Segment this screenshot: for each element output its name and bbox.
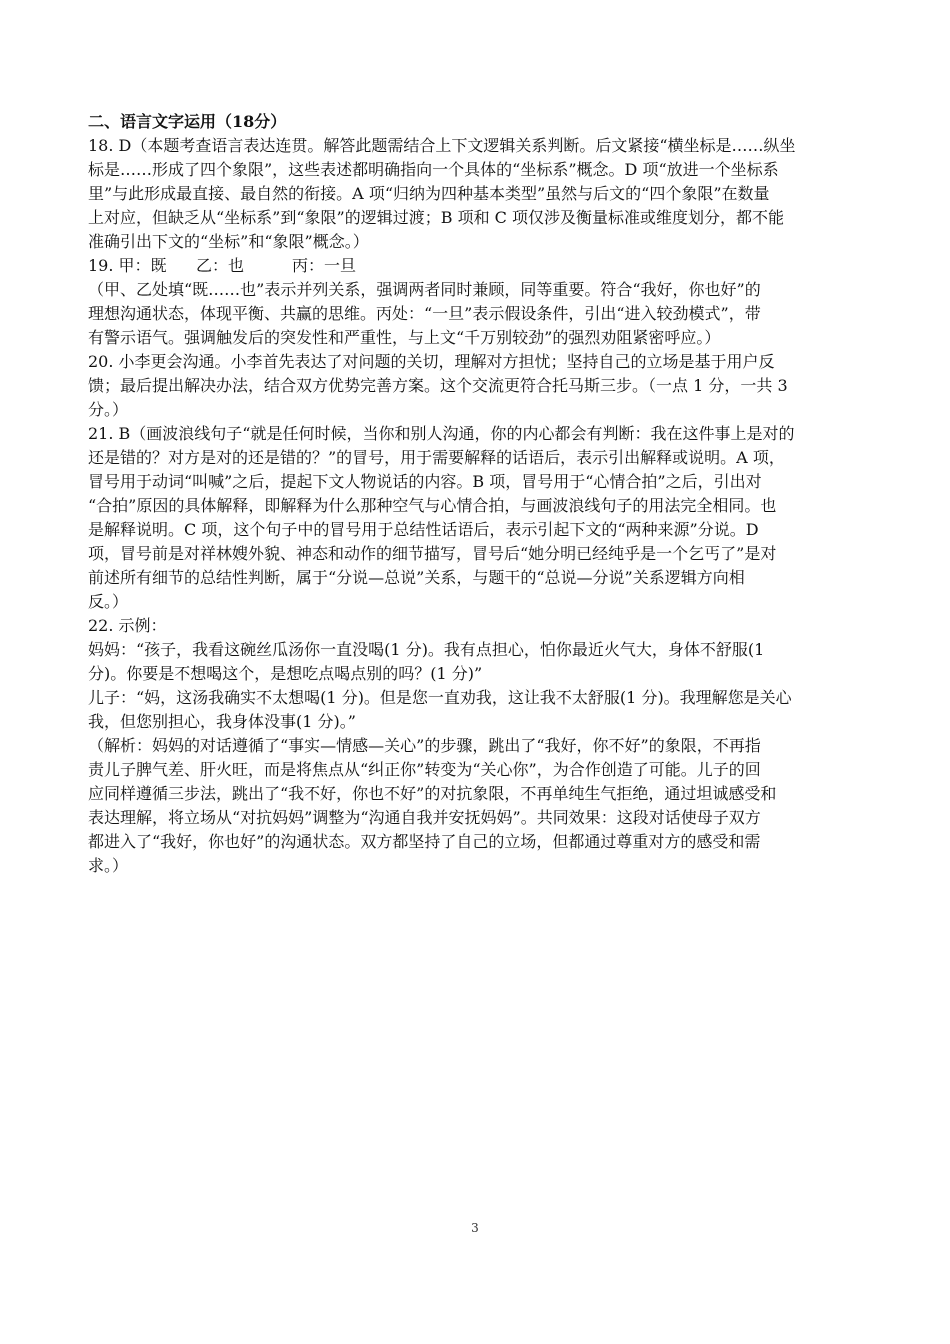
answer-line: 还是错的？对方是对的还是错的？”的冒号，用于需要解释的话语后，表示引出解释或说明。A 项，	[88, 448, 785, 467]
answer-line: 冒号用于动词“叫喊”之后，提起下文人物说话的内容。B 项，冒号用于“心情合拍”之后，引出对	[88, 472, 762, 491]
answer-line: 儿子：“妈，这汤我确实不太想喝(1 分)。但是您一直劝我，这让我不太舒服(1 分)。我理解您是关心	[88, 688, 792, 707]
answer-21	[88, 422, 868, 614]
answer-line: 是解释说明。C 项，这个句子中的冒号用于总结性话语后，表示引起下文的“两种来源”分说。D	[88, 520, 759, 539]
answer-22	[88, 614, 868, 878]
answer-line: 有警示语气。强调触发后的突发性和严重性，与上文“千万别较劲”的强烈劝阻紧密呼应。）	[88, 328, 721, 347]
answer-line: 前述所有细节的总结性判断，属于“分说—总说”关系，与题干的“总说—分说”关系逻辑方向相	[88, 568, 745, 587]
answer-line: 都进入了“我好，你也好”的沟通状态。双方都坚持了自己的立场，但都通过尊重对方的感受和需	[88, 832, 761, 851]
answer-19-c: 丙：一旦	[292, 256, 357, 275]
answer-line: （解析：妈妈的对话遵循了“事实—情感—关心”的步骤，跳出了“我好，你不好”的象限，不再指	[88, 736, 761, 755]
answer-line: 求。）	[88, 856, 129, 875]
section-title: 二、语言文字运用（18分）	[88, 112, 287, 131]
answer-line: 反。）	[88, 592, 129, 611]
document-body	[88, 110, 868, 878]
answer-19	[88, 254, 868, 350]
answer-line: 分)。你要是不想喝这个，是想吃点喝点别的吗？(1 分)”	[88, 664, 483, 683]
answer-line: 理想沟通状态，体现平衡、共赢的思维。丙处：“一旦”表示假设条件，引出“进入较劲模式”，带	[88, 304, 761, 323]
answer-line: 我，但您别担心，我身体没事(1 分)。”	[88, 712, 356, 731]
answer-line: 责儿子脾气差、肝火旺，而是将焦点从“纠正你”转变为“关心你”，为合作创造了可能。儿子的回	[88, 760, 761, 779]
answer-line: 项，冒号前是对祥林嫂外貌、神态和动作的细节描写，冒号后“她分明已经纯乎是一个乞丐了”是对	[88, 544, 777, 563]
answer-18	[88, 134, 868, 254]
answer-line: 标是……形成了四个象限”，这些表述都明确指向一个具体的“坐标系”概念。D 项“放进一个坐标系	[88, 160, 779, 179]
page-number: 3	[471, 1221, 479, 1235]
answer-19-a: 19. 甲：既	[88, 256, 167, 275]
answer-20	[88, 350, 868, 422]
answer-line: 18. D（本题考查语言表达连贯。解答此题需结合上下文逻辑关系判断。后文紧接“横坐标是……纵坐	[88, 136, 796, 155]
answer-19-b: 乙：也	[196, 256, 245, 275]
answer-line: （甲、乙处填“既……也”表示并列关系，强调两者同时兼顾，同等重要。符合“我好，你也好”的	[88, 280, 761, 299]
answer-line: 分。）	[88, 400, 129, 419]
answer-line: 21. B（画波浪线句子“就是任何时候，当你和别人沟通，你的内心都会有判断：我在这件事上是对的	[88, 424, 795, 443]
answer-line: 里”与此形成最直接、最自然的衔接。A 项“归纳为四种基本类型”虽然与后文的“四个象限”在数量	[88, 184, 770, 203]
answer-line: 上对应，但缺乏从“坐标系”到“象限”的逻辑过渡；B 项和 C 项仅涉及衡量标准或维度划分，都不能	[88, 208, 784, 227]
answer-line: 20. 小李更会沟通。小李首先表达了对问题的关切，理解对方担忧；坚持自己的立场是基于用户反	[88, 352, 775, 371]
answer-line: “合拍”原因的具体解释，即解释为什么那种空气与心情合拍，与画波浪线句子的用法完全相同。也	[88, 496, 777, 515]
answer-line: 表达理解，将立场从“对抗妈妈”调整为“沟通自我并安抚妈妈”。共同效果：这段对话使母子双方	[88, 808, 761, 827]
answer-19-fill-ins	[88, 254, 868, 278]
answer-line: 妈妈：“孩子，我看这碗丝瓜汤你一直没喝(1 分)。我有点担心，怕你最近火气大，身体不舒服(1	[88, 640, 765, 659]
answer-line: 馈；最后提出解决办法，结合双方优势完善方案。这个交流更符合托马斯三步。（一点 1 分，一共 3	[88, 376, 788, 395]
answer-line: 应同样遵循三步法，跳出了“我不好，你也不好”的对抗象限，不再单纯生气拒绝，通过坦诚感受和	[88, 784, 777, 803]
answer-line: 准确引出下文的“坐标”和“象限”概念。）	[88, 232, 369, 251]
answer-line: 22. 示例：	[88, 616, 167, 635]
